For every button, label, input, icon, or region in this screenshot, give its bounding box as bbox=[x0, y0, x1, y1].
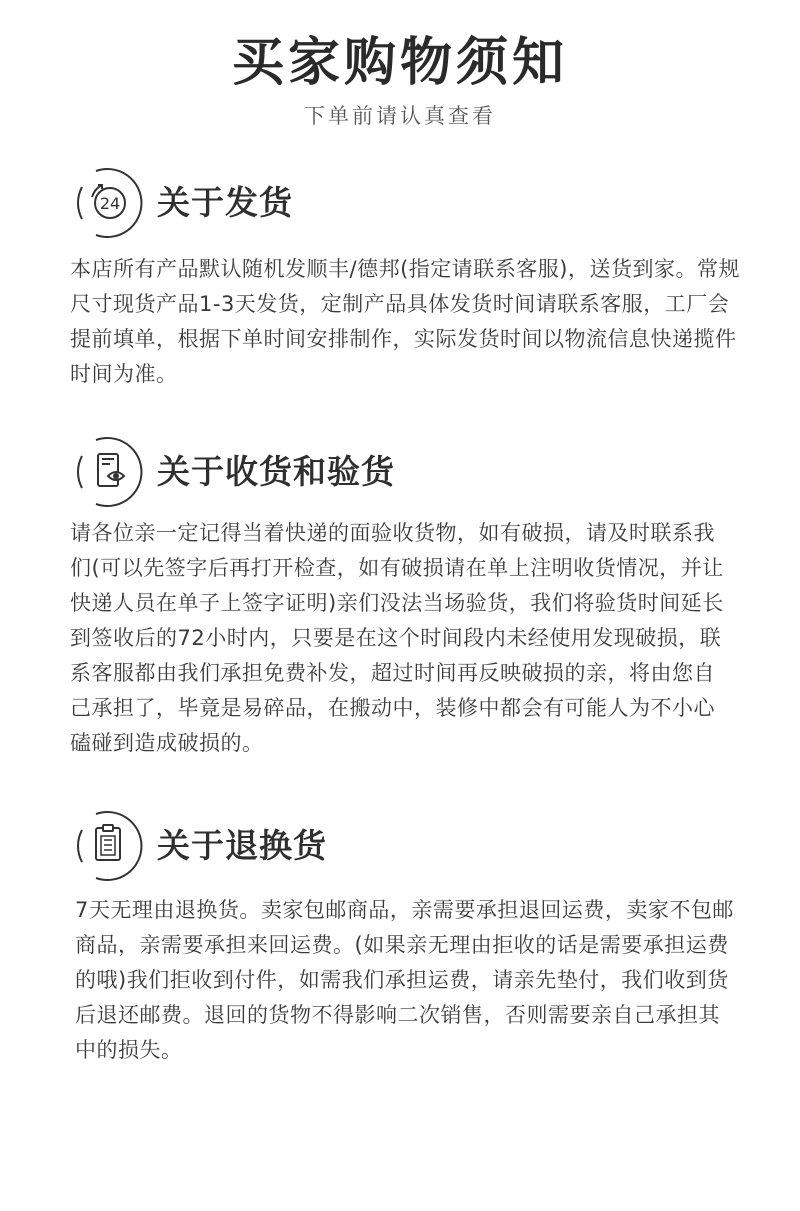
page-title: 买家购物须知 bbox=[231, 33, 568, 93]
clipboard-checklist-icon bbox=[72, 806, 152, 886]
section-header bbox=[0, 432, 800, 512]
section-title: 关于退换货 bbox=[157, 826, 327, 865]
section-title: 关于收货和验货 bbox=[157, 452, 395, 491]
section-header bbox=[0, 806, 800, 886]
clock-24h-label: 24 bbox=[99, 194, 121, 213]
page-subtitle: 下单前请认真查看 bbox=[304, 104, 496, 128]
section-body: 本店所有产品默认随机发顺丰/德邦(指定请联系客服)，送货到家。常规尺寸现货产品1-3天发货，定制产品具体发货时间请联系客服，工厂会提前填单，根据下单时间安排制作，实际发货时间以物流信息快递揽件时间为准。 bbox=[70, 257, 740, 386]
section-shipping bbox=[0, 163, 800, 386]
section-receiving bbox=[0, 432, 800, 755]
package-inspect-icon bbox=[72, 432, 152, 512]
section-body: 7天无理由退换货。卖家包邮商品，亲需要承担退回运费，卖家不包邮商品，亲需要承担来回运费。(如果亲无理由拒收的话是需要承担运费的哦)我们拒收到付件，如需我们承担运费，请亲先垫付，我们收到货后退还邮费。退回的货物不得影响二次销售，否则需要亲自己承担其中的损失。 bbox=[75, 898, 734, 1062]
section-title: 关于发货 bbox=[157, 183, 293, 222]
section-header bbox=[0, 163, 800, 243]
clock-24h-icon bbox=[72, 163, 152, 243]
page-header bbox=[0, 28, 800, 132]
section-body: 请各位亲一定记得当着快递的面验收货物，如有破损，请及时联系我们(可以先签字后再打开检查，如有破损请在单上注明收货情况，并让快递人员在单子上签字证明)亲们没法当场验货，我们将验货时间延长到签收后的72小时内，只要是在这个时间段内未经使用发现破损，联系客服都由我们承担免费补发，超过时间再反映破损的亲，将由您自己承担了，毕竟是易碎品，在搬动中，装修中都会有可能人为不小心磕碰到造成破损的。 bbox=[70, 521, 724, 755]
section-returns bbox=[0, 806, 800, 1062]
